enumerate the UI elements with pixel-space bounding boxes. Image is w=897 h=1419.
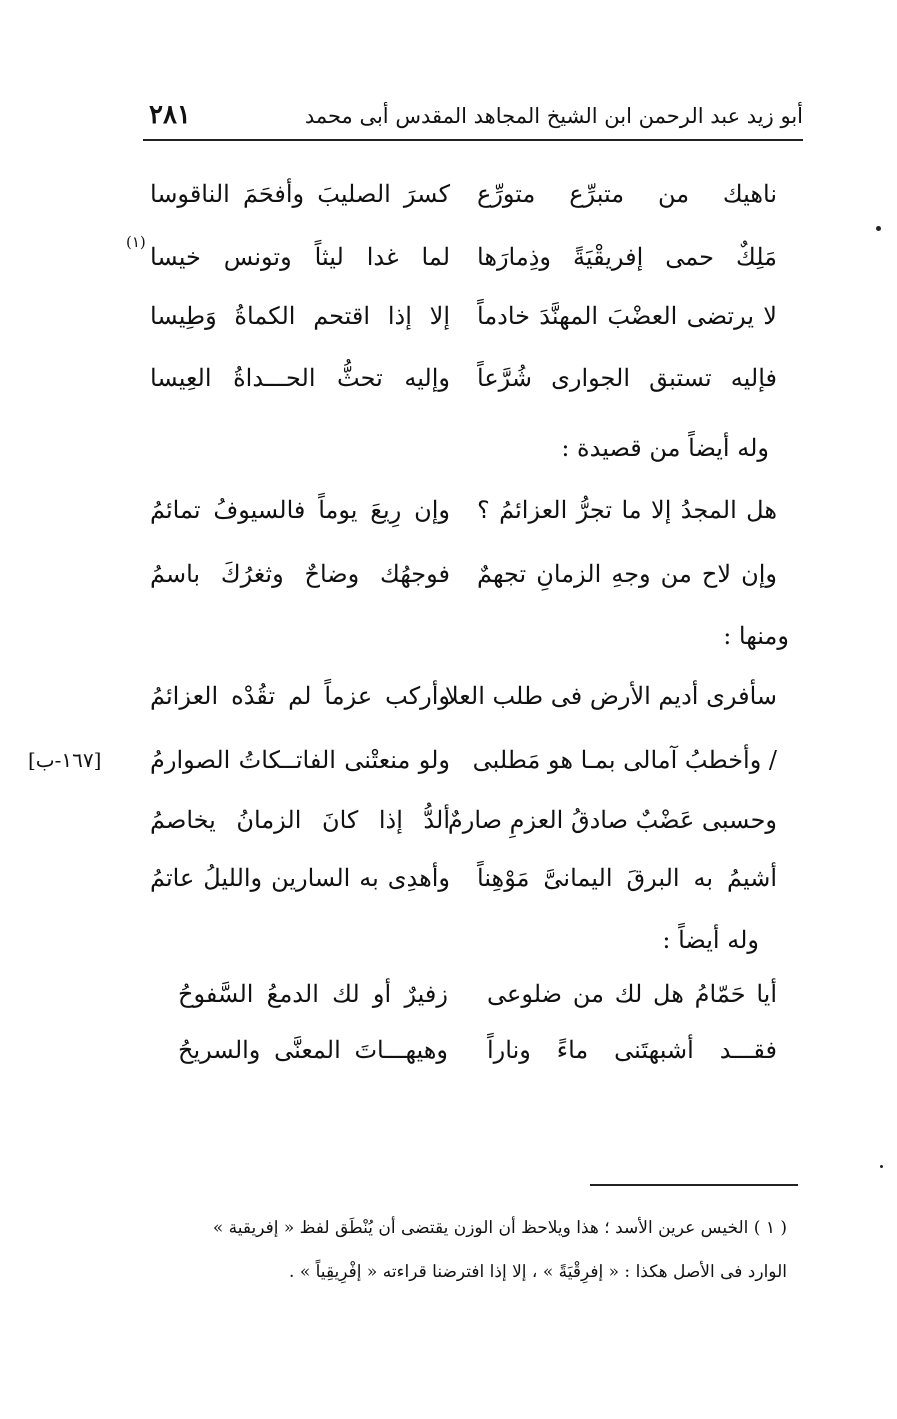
verse-first-hemistich: مَلِكٌ حمى إفريقْيَةً وذِمارَها — [477, 243, 777, 271]
manuscript-folio-reference: [١٦٧-ب] — [28, 748, 102, 772]
verse-second-hemistich: وهيهـــاتَ المعنَّى والسريحُ — [178, 1036, 448, 1064]
verse-first-hemistich: لا يرتضى العضْبَ المهنَّدَ خادماً — [477, 302, 777, 330]
verse-first-hemistich: أشيمُ به البرقَ اليمانىَّ مَوْهِناً — [477, 864, 777, 892]
poem-intro: ومنها : — [723, 622, 789, 650]
header-title: أبو زيد عبد الرحمن ابن الشيخ المجاهد المقدس أبى محمد — [304, 104, 803, 128]
stray-mark — [876, 226, 881, 231]
verse-second-hemistich: كسرَ الصليبَ وأفحَمَ الناقوسا — [150, 180, 450, 208]
verse-line — [0, 560, 897, 604]
verse-first-hemistich: سأفرى أديم الأرض فى طلب العلا — [444, 682, 777, 710]
verse-line — [0, 496, 897, 540]
verse-first-hemistich: أيا حَمّامُ هل لك من ضلوعى — [487, 980, 777, 1008]
verse-first-hemistich: وإن لاح من وجهِ الزمانِ تجهمٌ — [477, 560, 777, 588]
verse-second-hemistich: لما غدا ليثاً وتونس خيسا — [150, 243, 450, 271]
verse-line — [0, 1036, 897, 1080]
footnote-line: الوارد فى الأصل هكذا : « إفرِقْيَةً » ، إلا إذا افترضنا قراءته « إفْرِيقِياً » . — [289, 1262, 787, 1282]
verse-second-hemistich: فوجهُك وضاحٌ وثغرُكَ باسمُ — [150, 560, 450, 588]
verse-line — [0, 302, 897, 346]
footnote-rule — [590, 1184, 798, 1186]
verse-first-hemistich: وحسبى عَضْبٌ صادقُ العزمِ صارمٌ — [447, 806, 777, 834]
verse-line — [0, 864, 897, 908]
verse-first-hemistich: ناهيك من متبرِّع متورِّع — [477, 180, 777, 208]
verse-first-hemistich: / وأخطبُ آمالى بمـا هو مَطلبى — [472, 746, 777, 774]
verse-first-hemistich: هل المجدُ إلا ما تجرُّ العزائمُ ؟ — [477, 496, 777, 524]
poem-intro: وله أيضاً من قصيدة : — [561, 434, 769, 462]
footnote-marker: (١) — [126, 233, 146, 251]
verse-second-hemistich: إلا إذا اقتحم الكماةُ وَطِيسا — [150, 302, 450, 330]
verse-first-hemistich: فقـــد أشبهتَنى ماءً وناراً — [487, 1036, 777, 1064]
stray-mark — [880, 1165, 883, 1168]
running-header — [143, 100, 803, 140]
verse-line — [0, 746, 897, 790]
page-number: ٢٨١ — [149, 100, 191, 130]
poem-intro: وله أيضاً : — [662, 926, 759, 954]
verse-second-hemistich: زفيرٌ أو لك الدمعُ السَّفوحُ — [178, 980, 448, 1008]
verse-line — [0, 980, 897, 1024]
verse-second-hemistich: ألدُّ إذا كانَ الزمانُ يخاصمُ — [150, 806, 450, 834]
verse-line — [0, 364, 897, 408]
verse-second-hemistich: وأركب عزماً لم تقُدْه العزائمُ — [150, 682, 450, 710]
header-rule — [143, 139, 803, 141]
verse-second-hemistich: وإليه تحثُّ الحـــداةُ العِيسا — [150, 364, 450, 392]
verse-line — [0, 180, 897, 224]
verse-second-hemistich: ولو منعتْنى الفاتــكاتُ الصوارمُ — [150, 746, 450, 774]
verse-line — [0, 233, 897, 287]
verse-second-hemistich: وأهدِى به السارين والليلُ عاتمُ — [150, 864, 450, 892]
verse-second-hemistich: وإن رِيعَ يوماً فالسيوفُ تمائمُ — [150, 496, 450, 524]
verse-line — [0, 806, 897, 850]
verse-line — [0, 682, 897, 726]
verse-first-hemistich: فإليه تستبق الجوارى شُرَّعاً — [477, 364, 777, 392]
footnote-line: ( ١ ) الخيس عرين الأسد ؛ هذا ويلاحظ أن الوزن يقتضى أن يُنْطَق لفظ « إفريقية » — [212, 1218, 787, 1238]
